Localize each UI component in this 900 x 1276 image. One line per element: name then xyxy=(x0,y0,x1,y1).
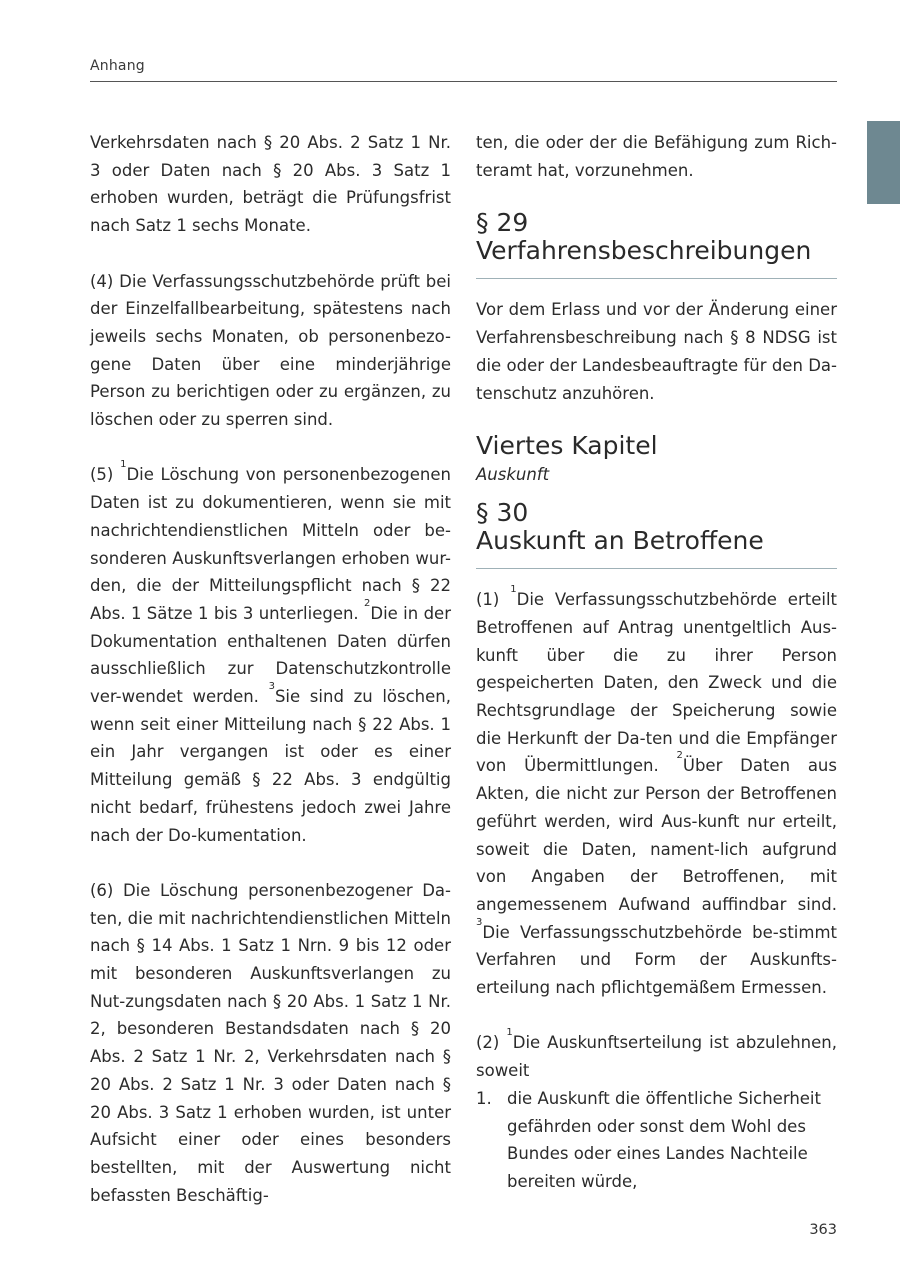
running-header: Anhang xyxy=(90,58,145,74)
header-rule xyxy=(90,81,837,82)
section-29-body: Vor dem Erlass und vor der Änderung einer Verfahrensbeschreibung nach § 8 NDSG ist die oder der Landesbeauftragte für den Da-tenschutz anzuhören. xyxy=(476,300,837,403)
list-item: 1. die Auskunft die öffentliche Sicherheit gefährden oder sonst dem Wohl des Bundes oder eines Landes Nachteile bereiten würde, xyxy=(476,1088,821,1191)
section-30-rule xyxy=(476,568,837,569)
chapter-title: Viertes Kapitel xyxy=(476,431,658,461)
paragraph-continuation-right: ten, die oder der die Befähigung zum Rich-teramt hat, vorzunehmen. xyxy=(476,133,837,180)
page-number: 363 xyxy=(809,1222,837,1238)
section-30-paragraph-2: (2) $^1$Die Auskunftserteilung ist abzulehnen, soweit xyxy=(476,1027,837,1081)
section-29-title: Verfahrensbeschreibungen xyxy=(476,236,812,266)
section-30-paragraph-1: (1) $^1$Die Verfassungsschutzbehörde erteilt Betroffenen auf Antrag unentgeltlich Aus-kunft über die zu ihrer Person gespeicherten Daten, den Zweck und die Rechtsgrundlage der Speicherung sowie die Herkunft der Da-ten und die Empfänger von Übermittlungen. $^2$Über Daten aus Akten, die nicht zur Person der Betroffenen geführt werden, wird Aus-kunft nur erteilt, soweit die Daten, nament-lich aufgrund von Angaben der Betroffenen, mit angemessenem Aufwand auffindbar sind. $^3$Die Verfassungsschutzbehörde be-stimmt Verfahren und Form der Auskunfts- erteilung nach pflichtgemäßem Ermessen. xyxy=(476,584,838,998)
section-29-number: § 29 xyxy=(476,208,529,238)
paragraph-4: (4) Die Verfassungsschutzbehörde prüft bei der Einzelfallbearbeitung, spätestens nach jeweils sechs Monaten, ob personenbezo-gene Daten über eine minderjährige Person zu berichtigen oder zu ergänzen, zu löschen oder zu sperren sind. xyxy=(90,271,451,430)
chapter-thumb-tab xyxy=(867,121,900,204)
paragraph-continuation: Verkehrsdaten nach § 20 Abs. 2 Satz 1 Nr. 3 oder Daten nach § 20 Abs. 3 Satz 1 erhoben wurden, beträgt die Prüfungsfrist nach Satz 1 sechs Monate. xyxy=(90,133,452,236)
paragraph-6: (6) Die Löschung personenbezogener Da-ten, die mit nachrichtendienstlichen Mitteln nach § 14 Abs. 1 Satz 1 Nrn. 9 bis 12 oder mit besonderen Auskunftsverlangen zu Nut-zungsdaten nach § 20 Abs. 1 Satz 1 Nr. 2, besonderen Bestandsdaten nach § 20 Abs. 2 Satz 1 Nr. 2, Verkehrsdaten nach § 20 Abs. 2 Satz 1 Nr. 3 oder Daten nach § 20 Abs. 3 Satz 1 erhoben wurden, ist unter Aufsicht einer oder eines besonders bestellten, mit der Auswertung nicht befassten Beschäftig- xyxy=(90,880,452,1205)
denial-reasons-list xyxy=(476,1085,837,1196)
right-column xyxy=(476,129,837,1196)
section-29-rule xyxy=(476,278,837,279)
paragraph-5: (5) $^1$Die Löschung von personenbezogenen Daten ist zu dokumentieren, wenn sie mit nachrichtendienstlichen Mitteln oder be-sonderen Auskunftsverlangen erhoben wur-den, die der Mitteilungspflicht nach § 22 Abs. 1 Sätze 1 bis 3 unterliegen. $^2$Die in der Dokumentation enthaltenen Daten dürfen ausschließlich zur Datenschutzkontrolle ver-wendet werden. $^3$Sie sind zu löschen, wenn seit einer Mitteilung nach § 22 Abs. 1 ein Jahr vergangen ist oder es einer Mitteilung gemäß § 22 Abs. 3 endgültig nicht bedarf, frühestens jedoch zwei Jahre nach der Do-kumentation. xyxy=(90,459,451,845)
left-column xyxy=(90,129,451,1209)
chapter-subtitle: Auskunft xyxy=(476,465,550,485)
section-30-title: Auskunft an Betroffene xyxy=(476,526,764,556)
section-30-number: § 30 xyxy=(476,498,529,528)
